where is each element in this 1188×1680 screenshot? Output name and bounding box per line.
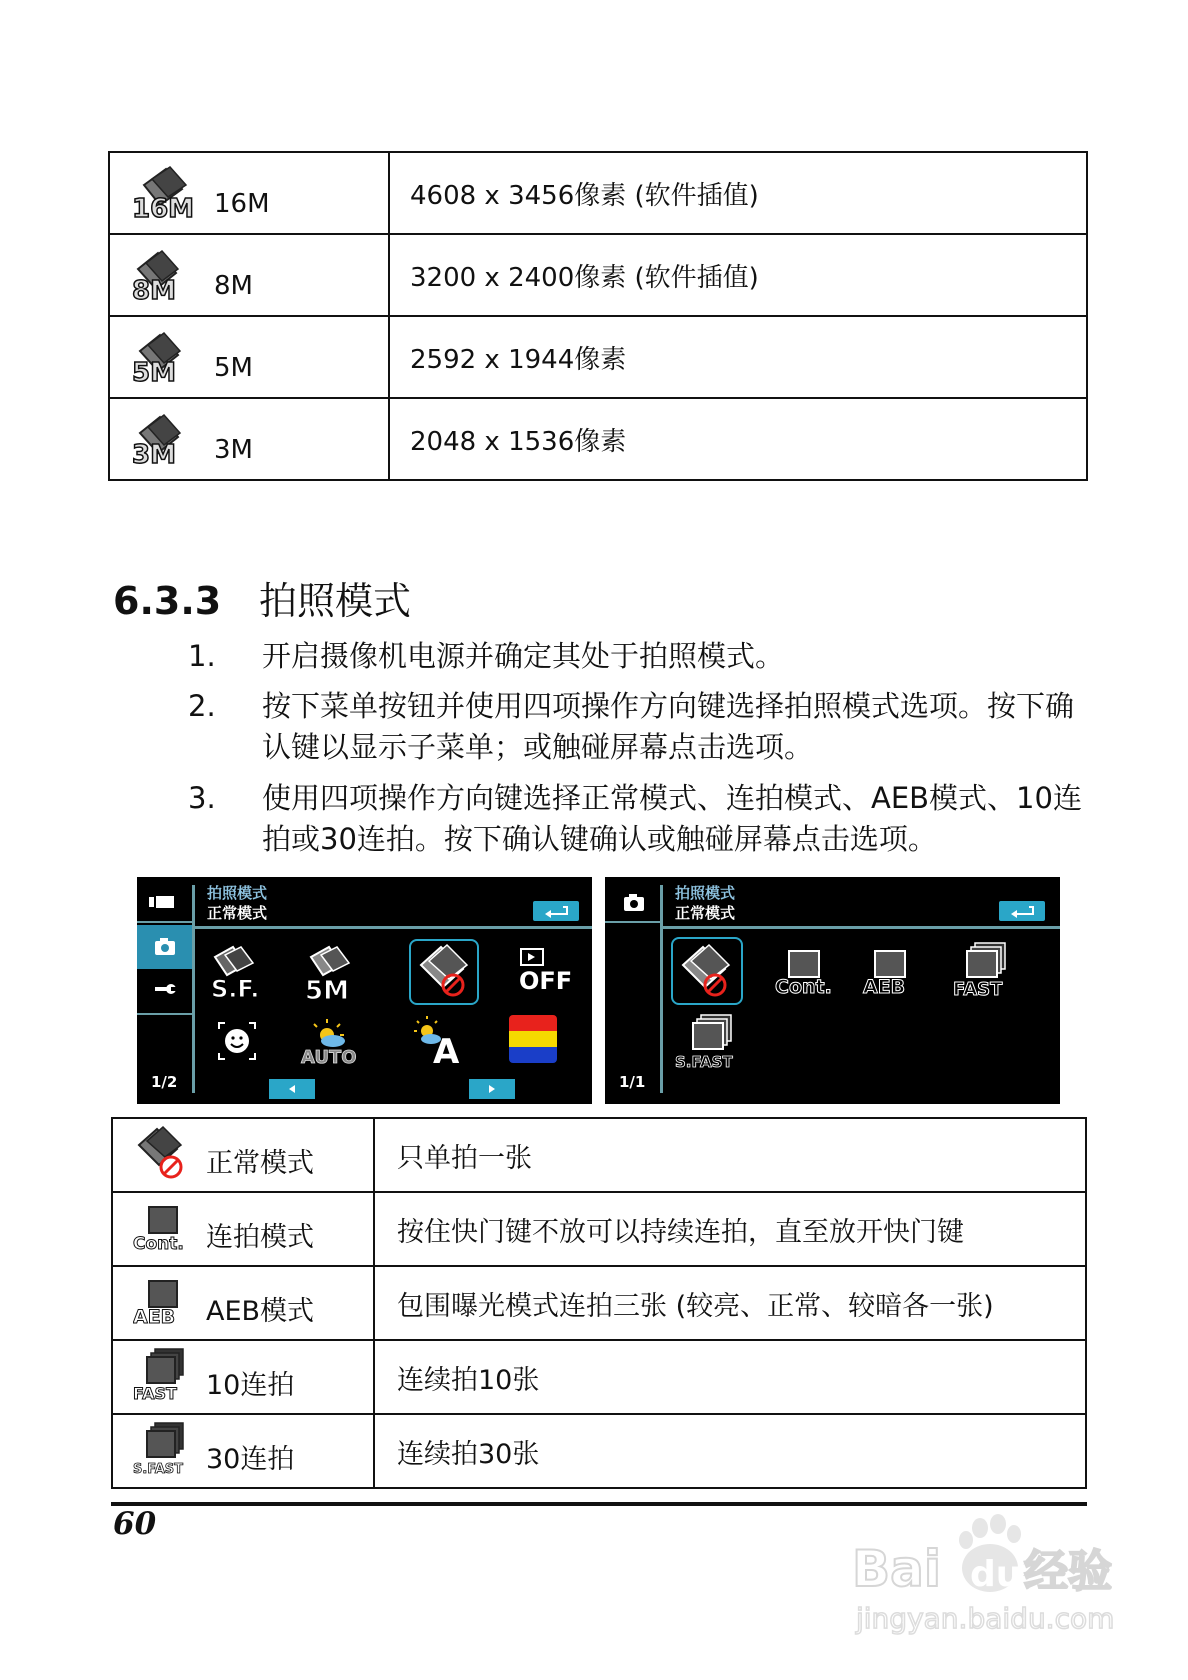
resolution-badge: 16M [132,194,195,221]
screen-header [207,883,267,923]
page-number: 60 [113,1506,157,1542]
mode-label: AEB模式 [206,1296,315,1327]
mode-badge: S.FAST [133,1462,183,1477]
triangle-right-icon [469,1079,515,1099]
face-detection-icon [205,1013,269,1069]
side-menu [137,877,192,1104]
resolution-value: 3200 x 2400像素 (软件插值) [389,234,1087,316]
mode-label: 连拍模式 [206,1222,314,1253]
side-menu [605,877,660,1104]
section-title: 拍照模式 [259,579,412,623]
resolution-16m-icon [130,165,200,221]
screen-subtitle: 正常模式 [675,904,736,922]
step-text: 使用四项操作方向键选择正常模式、连拍模式、AEB模式、10连拍或30连拍。按下确认键确认或触碰屏幕点击选项。 [262,781,1082,856]
a-icon-label: A [433,1032,460,1071]
off-icon-label: OFF [519,967,573,995]
cont-icon-label: Cont. [775,976,832,998]
auto-icon-label: AUTO [301,1047,357,1068]
mode-description: 连续拍10张 [374,1340,1086,1414]
photo-mode-option-selected[interactable] [409,939,479,1005]
table-row [112,1340,1086,1414]
sf-icon-label: S.F. [211,975,260,1003]
resolution-badge: 3M [132,440,176,467]
resolution-5m-icon [130,329,200,385]
face-detect-option[interactable] [205,1013,269,1069]
resolution-label: 3M [214,435,253,465]
mode-badge: FAST [133,1384,177,1403]
page-indicator: 1/1 [619,1073,646,1091]
screen-header [675,883,735,923]
screen-title: 拍照模式 [675,884,736,902]
photo-resolution-option[interactable] [299,943,359,1005]
aeb-mode-icon [133,1273,193,1331]
resolution-table [108,151,1088,481]
step-number: 1. [188,639,216,673]
side-tab-settings[interactable] [147,977,183,1001]
aeb-mode-icon [859,947,923,1003]
self-timer-off-icon [513,943,577,1005]
continuous-mode-icon [773,947,837,1003]
side-tab-photo[interactable] [137,925,192,969]
normal-mode-option-selected[interactable] [671,937,743,1005]
camera-screen-right [605,877,1060,1104]
wrench-icon [147,977,183,1001]
sfast-30-icon [133,1421,193,1479]
scene-auto-icon [407,1011,473,1071]
mode-description: 按住快门键不放可以持续连拍，直至放开快门键 [374,1192,1086,1266]
camera-screen-left [137,877,592,1104]
fast-icon-label: FAST [953,979,1003,1000]
color-effect-option[interactable] [509,1015,557,1063]
page-indicator: 1/2 [151,1073,178,1091]
resolution-value: 2048 x 1536像素 [389,398,1087,480]
next-page-button[interactable] [469,1079,515,1099]
color-effect-icon [509,1015,557,1063]
sfast-30-option[interactable] [675,1013,747,1077]
photo-mode-sf-option[interactable] [205,943,275,1005]
watermark-cn: 经验 [1024,1546,1112,1597]
continuous-mode-icon [133,1199,193,1257]
resolution-3m-icon [130,411,200,467]
table-row [112,1118,1086,1192]
mode-description: 连续拍30张 [374,1414,1086,1488]
table-row [109,316,1087,398]
resolution-5m-icon [299,943,359,1005]
mode-badge: AEB [133,1306,176,1328]
table-row [112,1192,1086,1266]
baidu-jingyan-watermark [852,1510,1122,1640]
watermark-url: jingyan.baidu.com [856,1602,1115,1635]
sf-icon [205,943,275,1005]
auto-exposure-option[interactable] [407,1011,473,1071]
continuous-mode-option[interactable] [773,947,837,1003]
watermark-brand: Bai [852,1540,941,1598]
side-tab-video[interactable] [147,893,177,911]
screen-subtitle: 正常模式 [207,904,268,922]
return-arrow-icon [999,901,1045,921]
return-arrow-icon [533,901,579,921]
footer-rule [111,1502,1087,1506]
table-row [112,1414,1086,1488]
mode-label: 30连拍 [206,1444,295,1475]
mode-badge: Cont. [133,1234,184,1254]
sfast-icon-label: S.FAST [675,1053,733,1071]
step-number: 3. [188,781,216,815]
aeb-mode-option[interactable] [859,947,923,1003]
resolution-label: 8M [214,271,253,301]
camera-icon [137,925,192,969]
resolution-icon-label: 5M [305,976,349,1005]
fast-10-option[interactable] [951,941,1021,1003]
aeb-icon-label: AEB [863,976,906,998]
resolution-value: 2592 x 1944像素 [389,316,1087,398]
resolution-badge: 5M [132,358,176,385]
side-tab-photo[interactable] [617,891,651,915]
prev-page-button[interactable] [269,1079,315,1099]
normal-mode-icon [673,939,741,1003]
normal-mode-icon [133,1125,193,1183]
video-menu-icon [147,893,177,911]
camera-icon [617,891,651,915]
mode-description: 包围曝光模式连拍三张 (较亮、正常、较暗各一张) [374,1266,1086,1340]
triangle-left-icon [269,1079,315,1099]
table-row [109,234,1087,316]
mode-description: 只单拍一张 [374,1118,1086,1192]
mode-table [111,1117,1087,1489]
mode-label: 正常模式 [206,1148,314,1179]
step-text: 开启摄像机电源并确定其处于拍照模式。 [262,639,785,673]
section-heading [113,570,411,625]
resolution-badge: 8M [132,276,176,303]
back-button[interactable] [999,901,1045,921]
step-text: 按下菜单按钮并使用四项操作方向键选择拍照模式选项。按下确认键以显示子菜单；或触碰屏幕点击选项。 [262,689,1075,764]
sfast-30-icon [675,1013,747,1077]
auto-white-balance-icon [297,1013,363,1069]
resolution-label: 5M [214,353,253,383]
step-number: 2. [188,689,216,723]
self-timer-off-option[interactable] [513,943,577,1005]
screen-title: 拍照模式 [207,884,268,902]
mode-label: 10连拍 [206,1370,295,1401]
table-row [112,1266,1086,1340]
table-row [109,398,1087,480]
watermark-paw-text: du [970,1554,1022,1595]
resolution-value: 4608 x 3456像素 (软件插值) [389,152,1087,234]
fast-10-icon [951,941,1021,1003]
table-row [109,152,1087,234]
resolution-label: 16M [214,189,270,219]
back-button[interactable] [533,901,579,921]
section-number: 6.3.3 [113,579,222,623]
fast-10-icon [133,1347,193,1405]
normal-mode-icon [411,941,477,1003]
resolution-8m-icon [130,247,200,303]
white-balance-option[interactable] [297,1013,363,1069]
